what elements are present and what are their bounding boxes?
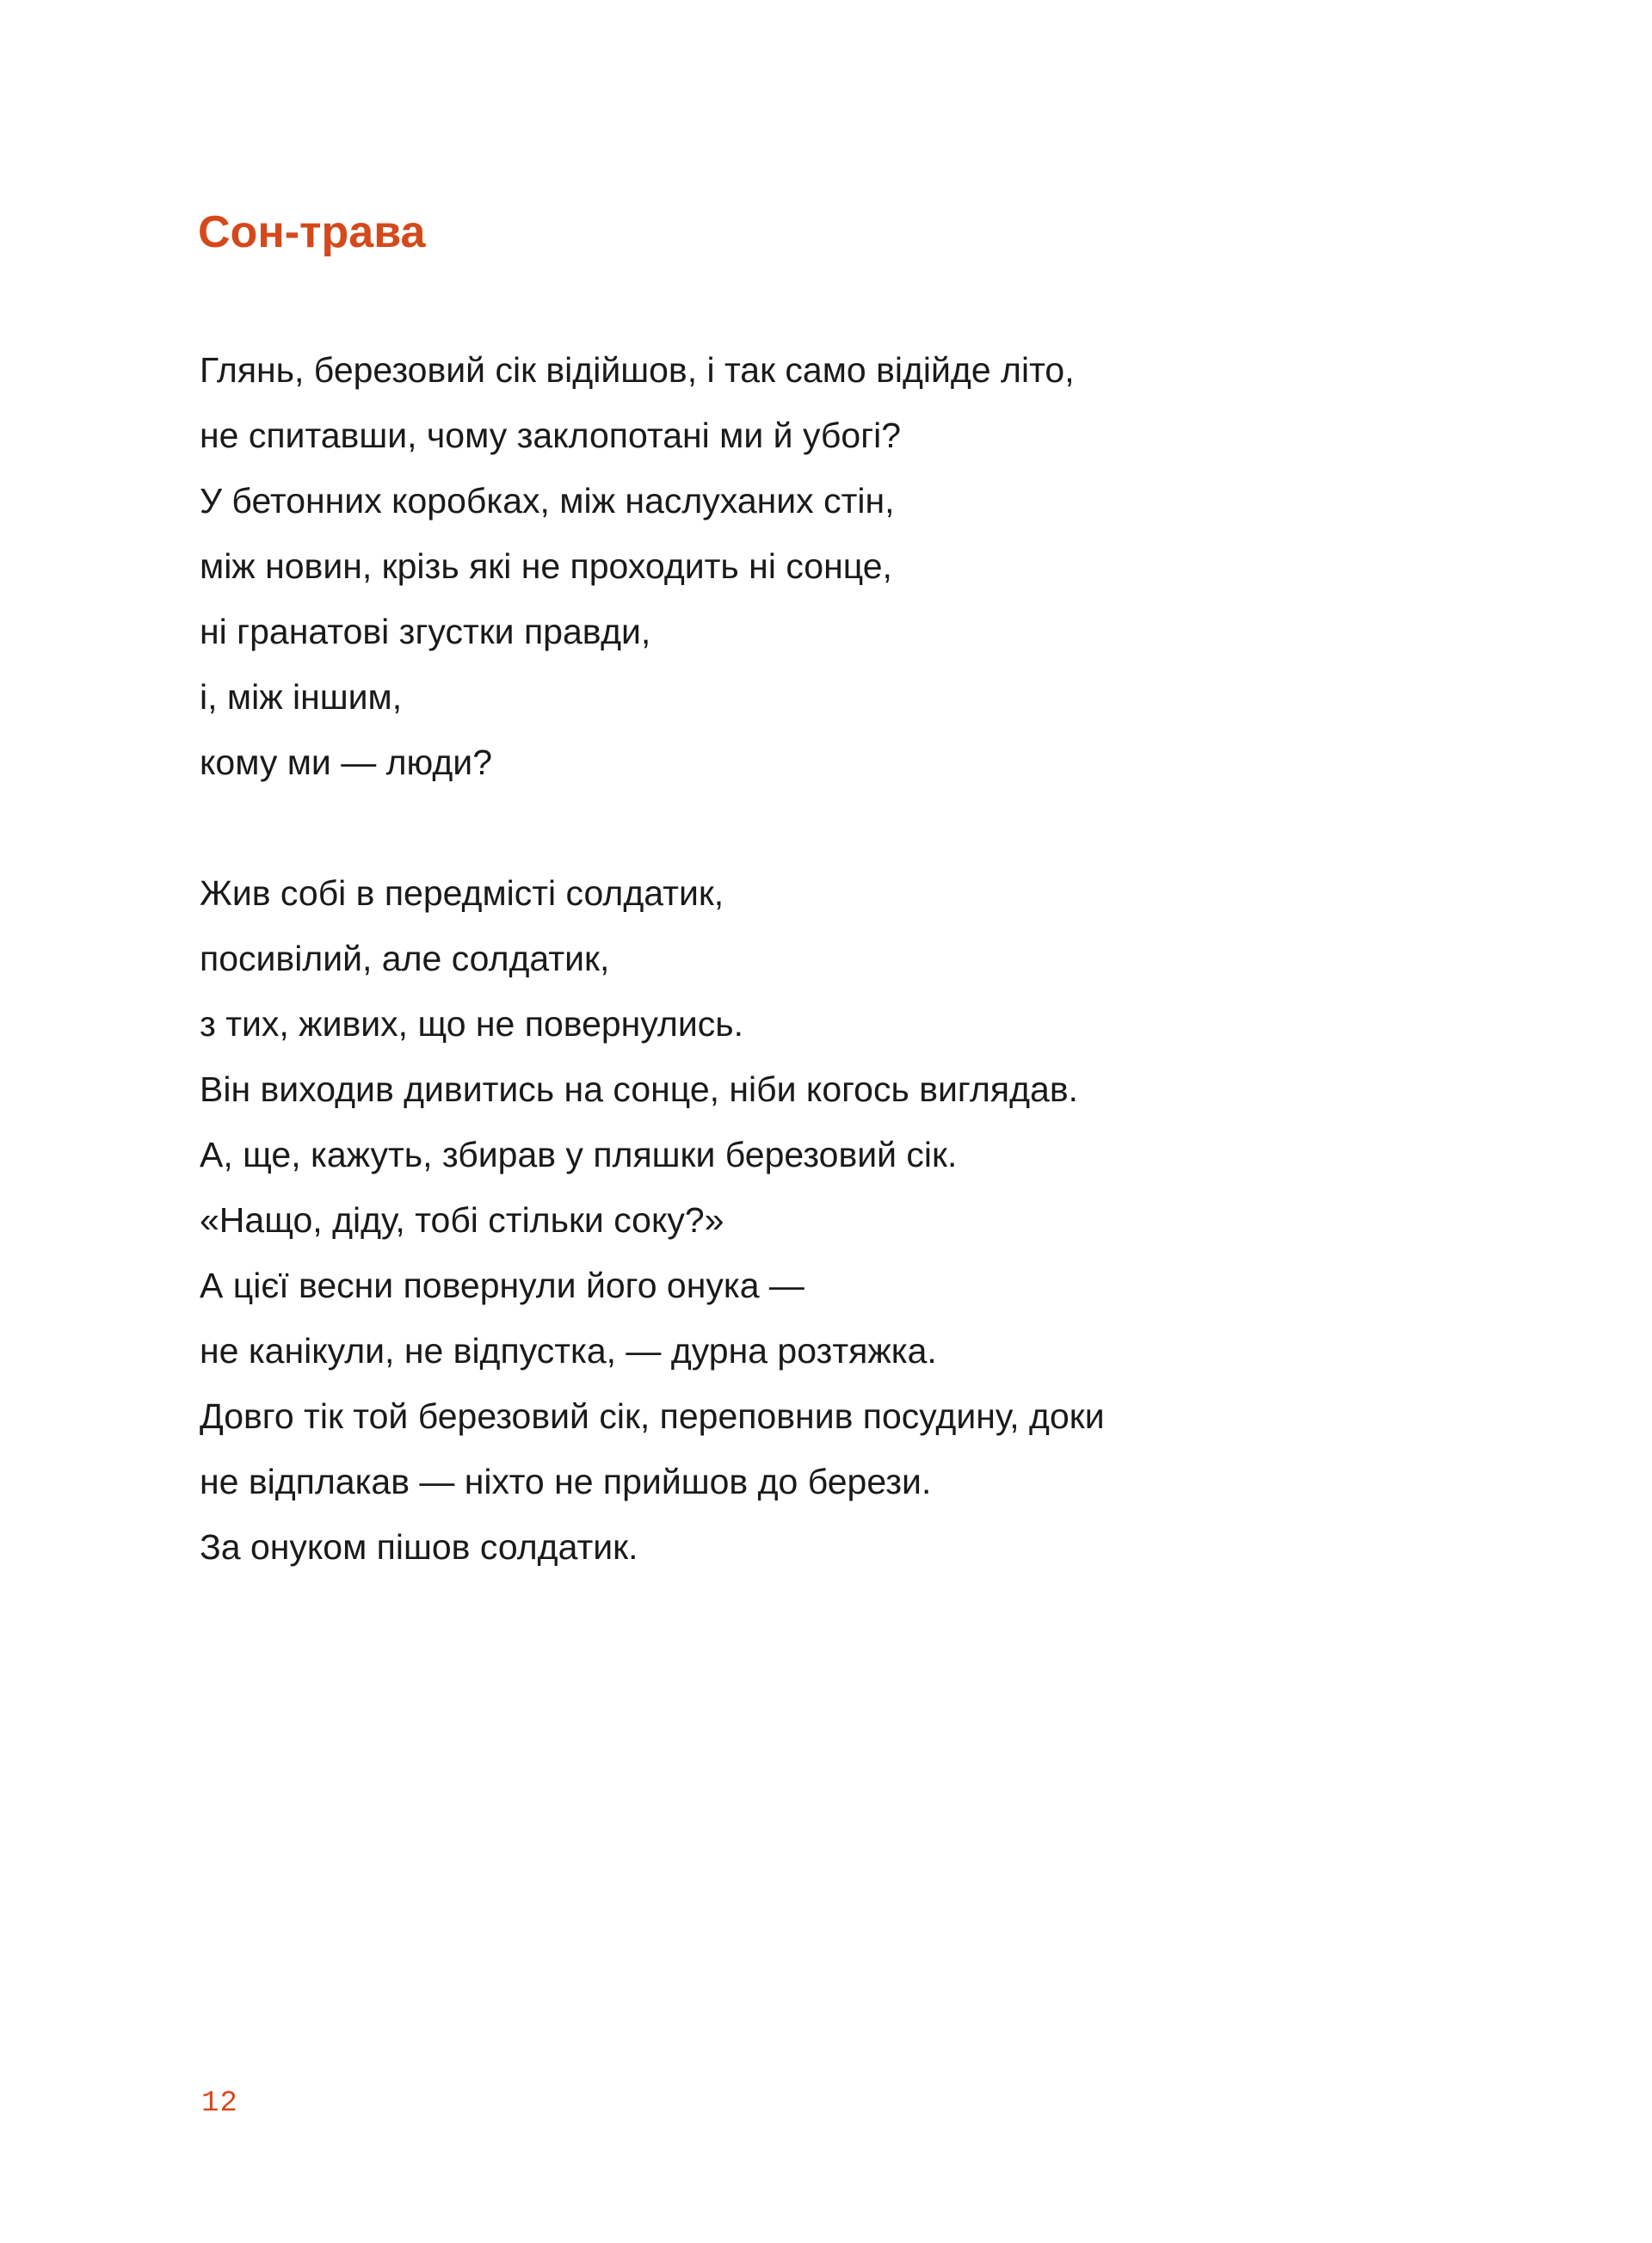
- poem-line: А, ще, кажуть, збирав у пляшки березовий сік.: [200, 1135, 958, 1174]
- poem-line: Жив собі в передмісті солдатик,: [200, 873, 724, 913]
- poem-line: За онуком пішов солдатик.: [200, 1527, 638, 1567]
- poem-line: А цієї весни повернули його онука —: [200, 1266, 804, 1305]
- poem-line: між новин, крізь які не проходить ні сонце,: [200, 546, 892, 586]
- poem-body: [200, 337, 1105, 1580]
- poem-line: кому ми — люди?: [200, 743, 493, 782]
- poem-line: Глянь, березовий сік відійшов, і так само відійде літо,: [200, 350, 1075, 390]
- poem-line: не спитавши, чому заклопотані ми й убогі?: [200, 416, 902, 455]
- poem-line: У бетонних коробках, між наслуханих стін,: [200, 481, 895, 521]
- poem-line: з тих, живих, що не повернулись.: [200, 1004, 743, 1044]
- poem-line: і, між іншим,: [200, 677, 403, 717]
- stanza-1: [200, 337, 1105, 795]
- poem-title: Сон-трава: [198, 207, 426, 257]
- poem-line: посивілий, але солдатик,: [200, 939, 610, 978]
- poem-line: ні гранатові згустки правди,: [200, 612, 651, 651]
- poem-line: Довго тік той березовий сік, переповнив посудину, доки: [200, 1396, 1105, 1436]
- page-number: 12: [201, 2087, 238, 2120]
- poem-line: не відплакав — ніхто не прийшов до берези.: [200, 1462, 932, 1501]
- stanza-2: [200, 860, 1105, 1580]
- poem-line: «Нащо, діду, тобі стільки соку?»: [200, 1200, 724, 1240]
- poem-line: не канікули, не відпустка, — дурна розтяжка.: [200, 1331, 937, 1371]
- poem-line: Він виходив дивитись на сонце, ніби когось виглядав.: [200, 1069, 1078, 1109]
